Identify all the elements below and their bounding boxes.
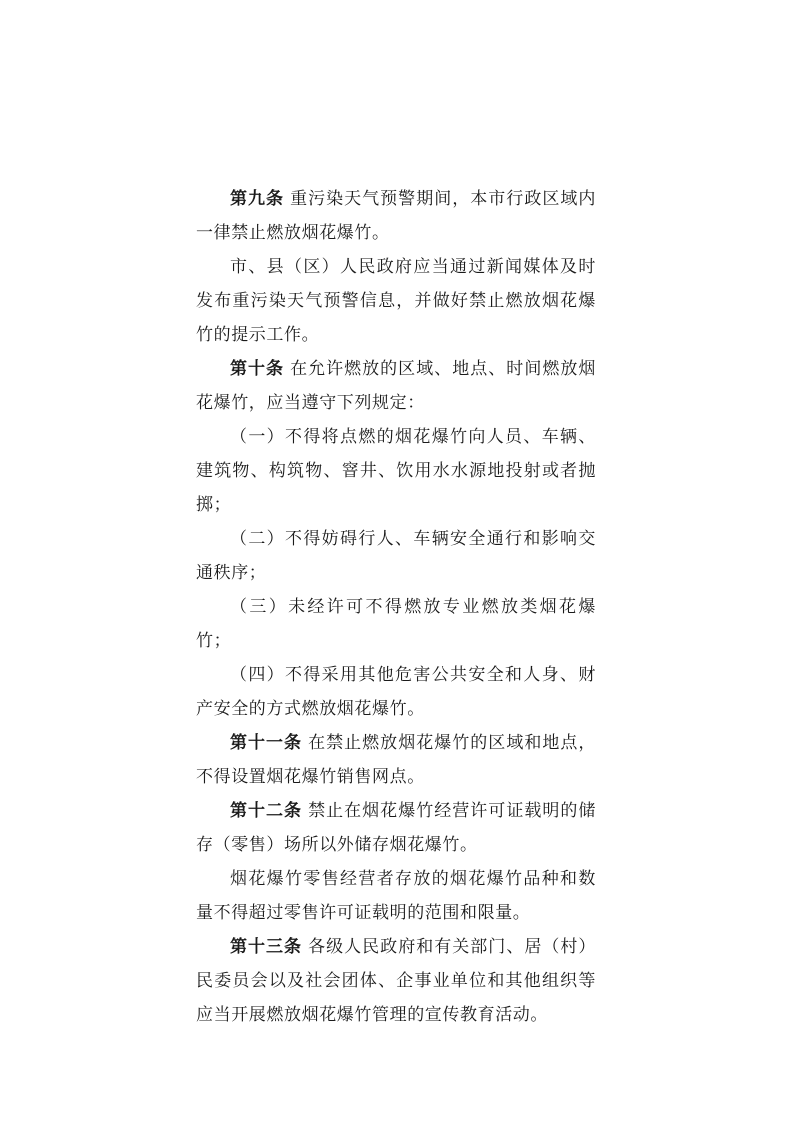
paragraph-text: 重污染天气预警期间，本市行政区域内一律禁止燃放烟花爆竹。 (196, 189, 596, 243)
paragraph-text: 市、县（区）人民政府应当通过新闻媒体及时发布重污染天气预警信息，并做好禁止燃放烟花爆竹的提示工作。 (196, 257, 596, 345)
article-10-item-3 (196, 590, 596, 658)
paragraph-text: （四）不得采用其他危害公共安全和人身、财产安全的方式燃放烟花爆竹。 (196, 665, 596, 719)
paragraph-text: （三）未经许可不得燃放专业燃放类烟花爆竹； (196, 597, 596, 651)
article-10-item-1 (196, 420, 596, 522)
paragraph-text: 在允许燃放的区域、地点、时间燃放烟花爆竹，应当遵守下列规定： (196, 359, 596, 413)
article-heading: 第十二条 (230, 801, 303, 821)
article-10-item-4 (196, 658, 596, 726)
paragraph-text: （二）不得妨碍行人、车辆安全通行和影响交通秩序； (196, 529, 596, 583)
article-9-clause-paragraph (196, 250, 596, 352)
article-12-paragraph (196, 794, 596, 862)
article-heading: 第九条 (230, 189, 285, 209)
article-10-paragraph (196, 352, 596, 420)
article-9-paragraph (196, 182, 596, 250)
document-body (196, 182, 596, 1032)
article-13-paragraph (196, 930, 596, 1032)
article-heading: 第十一条 (230, 733, 303, 753)
paragraph-text: （一）不得将点燃的烟花爆竹向人员、车辆、建筑物、构筑物、窨井、饮用水水源地投射或者抛掷； (196, 427, 596, 515)
paragraph-text: 禁止在烟花爆竹经营许可证载明的储存（零售）场所以外储存烟花爆竹。 (196, 801, 596, 855)
paragraph-text: 在禁止燃放烟花爆竹的区域和地点，不得设置烟花爆竹销售网点。 (196, 733, 596, 787)
paragraph-text: 各级人民政府和有关部门、居（村）民委员会以及社会团体、企事业单位和其他组织等应当开展燃放烟花爆竹管理的宣传教育活动。 (196, 937, 596, 1025)
article-heading: 第十条 (230, 359, 285, 379)
article-10-item-2 (196, 522, 596, 590)
article-heading: 第十三条 (230, 937, 303, 957)
article-12-clause-paragraph (196, 862, 596, 930)
article-11-paragraph (196, 726, 596, 794)
paragraph-text: 烟花爆竹零售经营者存放的烟花爆竹品种和数量不得超过零售许可证载明的范围和限量。 (196, 869, 596, 923)
